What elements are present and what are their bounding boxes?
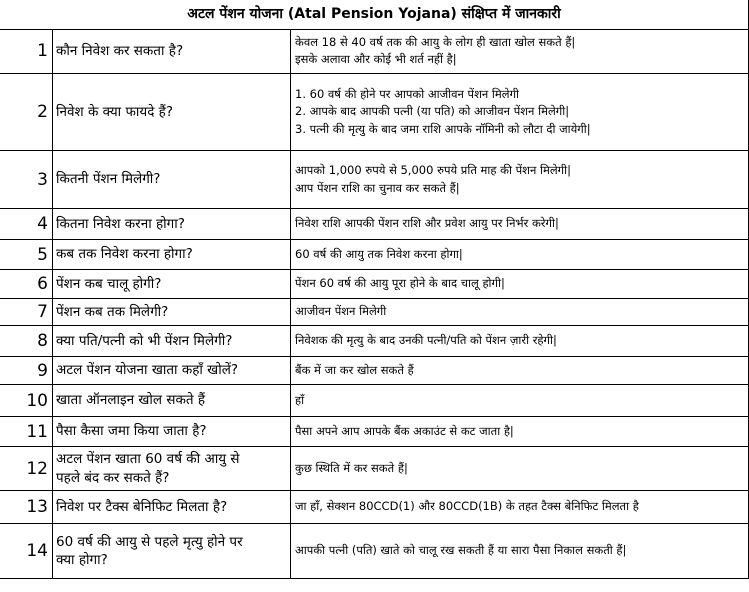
table-row	[0, 209, 749, 240]
table-row	[0, 417, 749, 447]
answer-text: आपको 1,000 रुपये से 5,000 रुपये प्रति माह की पेंशन मिलेगी|	[295, 163, 571, 178]
answer-text: इसके अलावा और कोई भी शर्त नहीं है|	[295, 52, 457, 66]
question-cell	[52, 299, 290, 325]
answer-text: बैंक में जा कर खोल सकते हैं	[295, 362, 414, 377]
question-cell	[52, 29, 290, 73]
answer-text: जा हाँ, सेक्शन 80CCD(1) और 80CCD(1B) के तहत टैक्स बेनिफिट मिलता है	[295, 499, 639, 514]
row-number: 2	[37, 102, 48, 122]
answer-cell	[290, 385, 748, 416]
question-cell	[52, 74, 290, 150]
table-title: अटल पेंशन योजना (Atal Pension Yojana) संक्षिप्त में जानकारी	[0, 0, 749, 30]
answer-cell	[290, 151, 748, 208]
table-row	[0, 29, 749, 74]
answer-cell	[290, 270, 748, 298]
row-number: 9	[37, 360, 48, 381]
question-text: कितनी पेंशन मिलेगी?	[56, 171, 161, 188]
question-text: अटल पेंशन योजना खाता कहाँ खोलें?	[56, 362, 239, 379]
row-number: 10	[26, 390, 48, 411]
row-number: 3	[37, 169, 48, 190]
question-text: 60 वर्ष की आयु से पहले मृत्यु होने पर	[56, 533, 243, 550]
table-row	[0, 151, 749, 209]
question-cell	[52, 447, 290, 490]
answer-text: 3. पत्नी की मृत्यु के बाद जमा राशि आपके नॉमिनी को लौटा दी जायेगी|	[295, 121, 591, 136]
question-text: कब तक निवेश करना होगा?	[56, 246, 193, 263]
question-text: क्या होगा?	[56, 552, 108, 568]
question-text: खाता ऑनलाइन खोल सकते हैं	[56, 392, 206, 409]
answer-text: केवल 18 से 40 वर्ष तक की आयु के लोग ही खाता खोल सकते हैं|	[295, 34, 576, 49]
question-cell	[52, 417, 290, 446]
question-text: अटल पेंशन खाता 60 वर्ष की आयु से	[56, 451, 240, 468]
row-number: 12	[26, 458, 48, 479]
table-row	[0, 74, 749, 151]
table-row	[0, 357, 749, 385]
row-number: 11	[26, 421, 48, 442]
answer-text: 1. 60 वर्ष की होने पर आपको आजीवन पेंशन मिलेगी	[295, 87, 520, 102]
table-row	[0, 447, 749, 491]
question-text: क्या पति/पत्नी को भी पेंशन मिलेगी?	[56, 332, 233, 349]
table-row	[0, 385, 749, 417]
answer-cell	[290, 447, 748, 490]
question-text: पहले बंद कर सकते हैं?	[56, 469, 170, 486]
question-text: निवेश के क्या फायदे हैं?	[56, 103, 173, 120]
row-number: 5	[37, 244, 48, 265]
answer-text: पेंशन 60 वर्ष की आयु पूरा होने के बाद चालू होगी|	[295, 276, 505, 291]
question-cell	[52, 524, 290, 578]
answer-cell	[290, 326, 748, 356]
answer-cell	[290, 357, 748, 384]
question-text: कौन निवेश कर सकता है?	[56, 42, 184, 59]
question-text: निवेश पर टैक्स बेनिफिट मिलता है?	[56, 498, 228, 515]
question-text: पेंशन कब चालू होगी?	[56, 275, 162, 292]
question-cell	[52, 326, 290, 356]
question-cell	[52, 270, 290, 298]
table-row	[0, 524, 749, 579]
row-number: 14	[26, 541, 48, 561]
row-number: 8	[37, 331, 48, 351]
question-text: कितना निवेश करना होगा?	[56, 215, 185, 232]
answer-cell	[290, 74, 748, 150]
row-number: 13	[26, 497, 48, 517]
answer-cell	[290, 240, 748, 269]
answer-text: निवेशक की मृत्यु के बाद उनकी पत्नी/पति को पेंशन ज़ारी रहेगी|	[295, 333, 557, 348]
row-number: 6	[37, 274, 48, 294]
answer-text: पैसा अपने आप आपके बैंक अकाउंट से कट जाता है|	[295, 423, 514, 438]
answer-cell	[290, 299, 748, 325]
question-cell	[52, 151, 290, 208]
answer-text: आप पेंशन राशि का चुनाव कर सकते हैं|	[295, 180, 460, 195]
answer-text: निवेश राशि आपकी पेंशन राशि और प्रवेश आयु पर निर्भर करेगी|	[295, 216, 559, 231]
answer-text: कुछ स्थिति में कर सकते हैं|	[295, 460, 408, 475]
table-row	[0, 491, 749, 524]
answer-cell	[290, 491, 748, 523]
question-cell	[52, 491, 290, 523]
answer-cell	[290, 417, 748, 446]
answer-text: आजीवन पेंशन मिलेगी	[295, 304, 387, 319]
answer-cell	[290, 29, 748, 73]
question-cell	[52, 385, 290, 416]
table-row	[0, 299, 749, 326]
question-cell	[52, 209, 290, 239]
row-number: 7	[37, 302, 48, 322]
row-number: 1	[37, 41, 48, 61]
answer-text: हाँ	[295, 392, 305, 407]
answer-cell	[290, 209, 748, 239]
question-cell	[52, 240, 290, 269]
answer-text: 2. आपके बाद आपकी पत्नी (या पति) को आजीवन पेंशन मिलेगी|	[295, 104, 570, 119]
answer-text: आपकी पत्नी (पति) खाते को चालू रख सकती हैं या सारा पैसा निकाल सकती हैं|	[295, 543, 627, 558]
row-number: 4	[37, 214, 48, 234]
table-row	[0, 270, 749, 299]
table-row	[0, 240, 749, 270]
question-cell	[52, 357, 290, 384]
answer-cell	[290, 524, 748, 578]
question-text: पैसा कैसा जमा किया जाता है?	[56, 423, 207, 440]
table-row	[0, 326, 749, 357]
question-text: पेंशन कब तक मिलेगी?	[56, 303, 169, 320]
answer-text: 60 वर्ष की आयु तक निवेश करना होगा|	[295, 246, 463, 261]
